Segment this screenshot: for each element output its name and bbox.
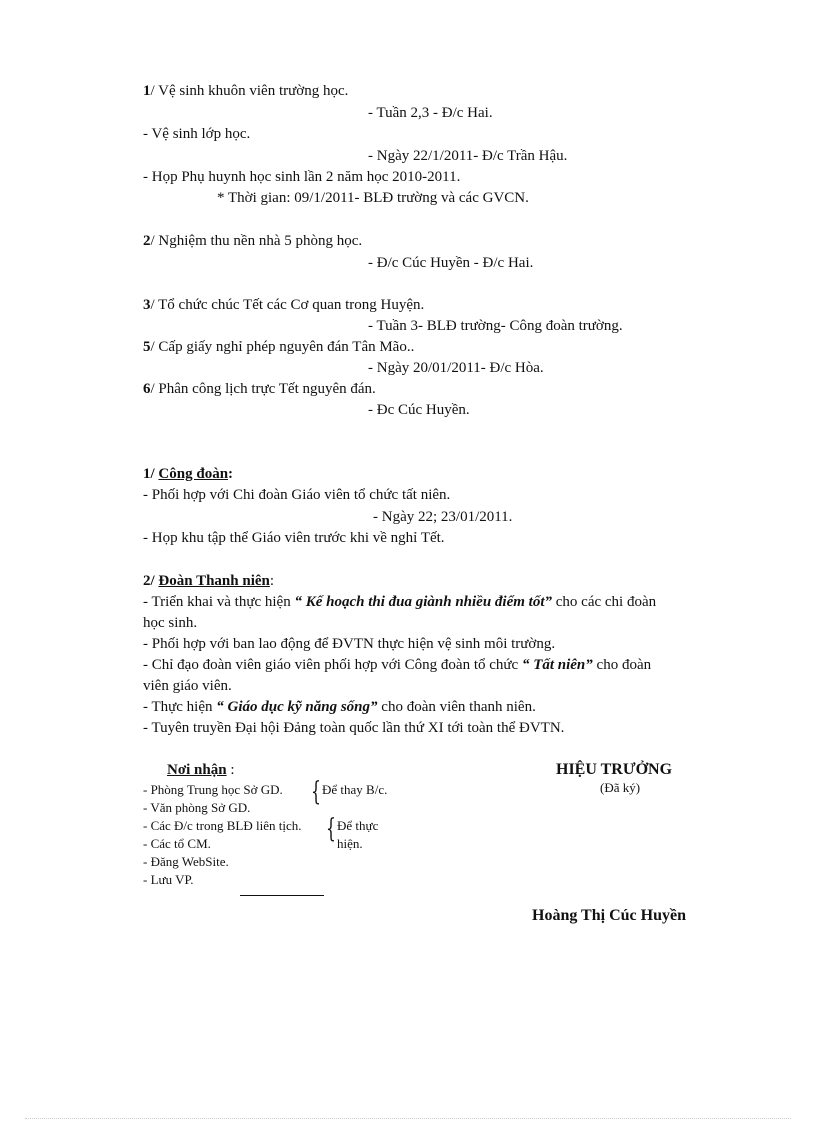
cong-doan-title: Công đoàn xyxy=(158,466,229,482)
doan-tn-line-3-emphasis: “ Tất niên” xyxy=(521,657,593,673)
doan-tn-line-4-emphasis: “ Giáo dục kỹ năng sống” xyxy=(216,699,378,715)
brace-2: { xyxy=(326,814,336,844)
doan-tn-heading xyxy=(143,572,274,590)
doan-tn-line-3d: viên giáo viên. xyxy=(143,678,232,694)
task-3-number: 3 xyxy=(143,297,151,313)
recipient-item: - Phòng Trung học Sở GD. xyxy=(143,782,283,797)
recipient-item: - Các Đ/c trong BLĐ liên tịch. xyxy=(143,818,302,833)
signature-title: HIỆU TRƯỞNG xyxy=(556,761,673,778)
signature-name: Hoàng Thị Cúc Huyền xyxy=(532,907,686,924)
doan-tn-line-5: - Tuyên truyền Đại hội Đảng toàn quốc lần thứ XI tới toàn thể ĐVTN. xyxy=(143,720,565,736)
page-bottom-edge xyxy=(25,1118,791,1119)
task-5-text: / Cấp giấy nghỉ phép nguyên đán Tân Mão.. xyxy=(150,339,415,355)
recipients-colon: : xyxy=(226,762,235,778)
task-1c-text: - Họp Phụ huynh học sinh lần 2 năm học 2010-2011. xyxy=(143,169,461,185)
cong-doan-date: - Ngày 22; 23/01/2011. xyxy=(373,509,513,525)
task-6-detail: - Đc Cúc Huyền. xyxy=(368,402,470,418)
doan-tn-line-1 xyxy=(143,593,656,611)
recipient-item: - Đăng WebSite. xyxy=(143,854,229,869)
recipients-note-2b: hiện. xyxy=(337,836,363,851)
recipients-note-2a: Để thực xyxy=(337,818,379,833)
task-2-line xyxy=(143,232,362,250)
task-5-line xyxy=(143,338,414,356)
doan-tn-line-4a: - Thực hiện xyxy=(143,699,217,715)
doan-tn-line-3 xyxy=(143,656,651,674)
task-6-number: 6 xyxy=(143,381,151,397)
doan-tn-line-4c: cho đoàn viên thanh niên. xyxy=(377,699,536,715)
task-1b-text: - Vệ sinh lớp học. xyxy=(143,126,251,142)
recipients-note-1: Để thay B/c. xyxy=(322,782,388,797)
recipients-rule xyxy=(240,895,324,896)
doan-tn-colon: : xyxy=(269,573,275,589)
recipient-item: - Các tổ CM. xyxy=(143,836,211,851)
doan-tn-line-4 xyxy=(143,698,536,716)
task-1-detail: - Tuần 2,3 - Đ/c Hai. xyxy=(368,105,493,121)
signature-signed: (Đã ký) xyxy=(600,780,641,795)
cong-doan-number: 1/ xyxy=(143,466,155,482)
task-2-number: 2 xyxy=(143,233,151,249)
task-2-text: / Nghiệm thu nền nhà 5 phòng học. xyxy=(150,233,363,249)
task-6-line xyxy=(143,380,376,398)
recipient-item: - Lưu VP. xyxy=(143,872,194,887)
task-1c-detail: * Thời gian: 09/1/2011- BLĐ trường và các GVCN. xyxy=(217,190,529,206)
doan-tn-line-3c: cho đoàn xyxy=(592,657,652,673)
task-3-line xyxy=(143,296,424,314)
cong-doan-line-2: - Họp khu tập thể Giáo viên trước khi về nghỉ Tết. xyxy=(143,530,445,546)
task-5-number: 5 xyxy=(143,339,151,355)
doan-tn-line-3a: - Chỉ đạo đoàn viên giáo viên phối hợp với Công đoàn tổ chức xyxy=(143,657,522,673)
doan-tn-line-2: - Phối hợp với ban lao động để ĐVTN thực hiện vệ sinh môi trường. xyxy=(143,636,556,652)
task-3-detail: - Tuần 3- BLĐ trường- Công đoàn trường. xyxy=(368,318,623,334)
recipients-title: Nơi nhận xyxy=(167,762,227,778)
task-6-text: / Phân công lịch trực Tết nguyên đán. xyxy=(150,381,376,397)
recipient-item: - Văn phòng Sở GD. xyxy=(143,800,251,815)
cong-doan-colon: : xyxy=(228,466,234,482)
doan-tn-line-1c: cho các chi đoàn xyxy=(552,594,657,610)
doan-tn-line-1a: - Triển khai và thực hiện xyxy=(143,594,295,610)
doan-tn-number: 2/ xyxy=(143,573,155,589)
task-5-detail: - Ngày 20/01/2011- Đ/c Hòa. xyxy=(368,360,544,376)
task-1-number: 1 xyxy=(143,83,151,99)
task-1b-detail: - Ngày 22/1/2011- Đ/c Trần Hậu. xyxy=(368,148,568,164)
recipients-heading xyxy=(167,761,235,779)
task-1-text: / Vệ sinh khuôn viên trường học. xyxy=(150,83,349,99)
doan-tn-line-1-emphasis: “ Kế hoạch thi đua giành nhiều điểm tốt” xyxy=(294,594,553,610)
brace-1: { xyxy=(311,777,321,807)
cong-doan-heading xyxy=(143,465,233,483)
doan-tn-title: Đoàn Thanh niên xyxy=(158,573,270,589)
cong-doan-line-1: - Phối hợp với Chi đoàn Giáo viên tổ chức tất niên. xyxy=(143,487,451,503)
task-2-detail: - Đ/c Cúc Huyền - Đ/c Hai. xyxy=(368,255,534,271)
doan-tn-line-1d: học sinh. xyxy=(143,615,198,631)
task-3-text: / Tổ chức chúc Tết các Cơ quan trong Huyện. xyxy=(150,297,425,313)
task-1-line xyxy=(143,82,348,100)
